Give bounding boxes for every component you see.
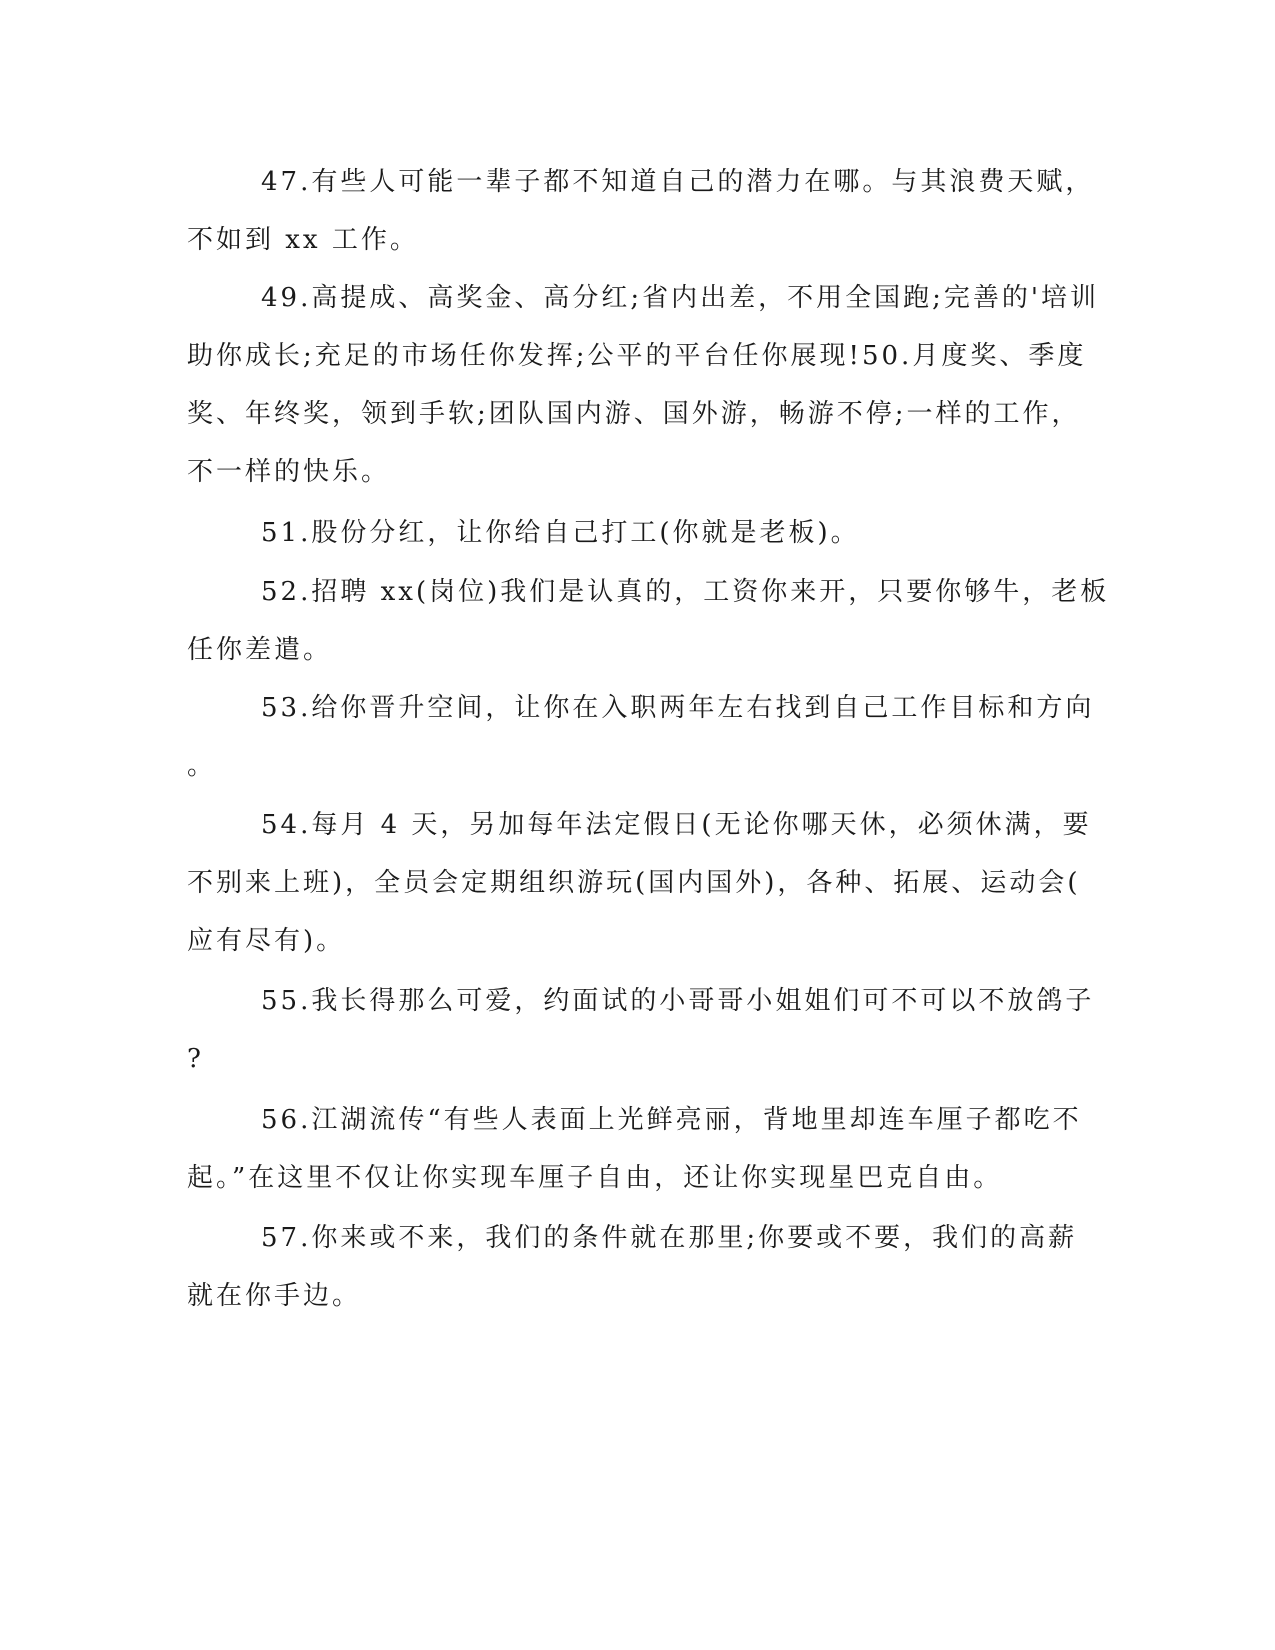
paragraph-line: 49.高提成、高奖金、高分红;省内出差，不用全国跑;完善的'培训 [261, 283, 1100, 313]
paragraph-line: 奖、年终奖，领到手软;团队国内游、国外游，畅游不停;一样的工作， [187, 399, 1081, 429]
paragraph-line: 。 [187, 751, 217, 781]
paragraph-line: 51.股份分红，让你给自己打工(你就是老板)。 [261, 518, 860, 548]
paragraph-line: 不一样的快乐。 [187, 457, 391, 487]
paragraph-line: 57.你来或不来，我们的条件就在那里;你要或不要，我们的高薪 [261, 1223, 1078, 1253]
paragraph-line: 就在你手边。 [187, 1281, 362, 1311]
paragraph-line: 任你差遣。 [187, 635, 333, 665]
paragraph-line: ? [187, 1044, 204, 1074]
paragraph-line: 不别来上班)，全员会定期组织游玩(国内国外)，各种、拓展、运动会( [187, 868, 1081, 898]
paragraph-line: 起。”在这里不仅让你实现车厘子自由，还让你实现星巴克自由。 [187, 1163, 1003, 1193]
paragraph-line: 52.招聘 xx(岗位)我们是认真的，工资你来开，只要你够牛，老板 [261, 577, 1110, 607]
paragraph-line: 助你成长;充足的市场任你发挥;公平的平台任你展现!50.月度奖、季度 [187, 341, 1087, 371]
paragraph-line: 55.我长得那么可爱，约面试的小哥哥小姐姐们可不可以不放鸽子 [261, 986, 1095, 1016]
paragraph-line: 47.有些人可能一辈子都不知道自己的潜力在哪。与其浪费天赋， [261, 167, 1095, 197]
paragraph-line: 应有尽有)。 [187, 926, 346, 956]
paragraph-line: 56.江湖流传“有些人表面上光鲜亮丽，背地里却连车厘子都吃不 [261, 1105, 1082, 1135]
paragraph-line: 不如到 xx 工作。 [187, 225, 419, 255]
paragraph-line: 54.每月 4 天，另加每年法定假日(无论你哪天休，必须休满，要 [261, 810, 1092, 840]
paragraph-line: 53.给你晋升空间，让你在入职两年左右找到自己工作目标和方向 [261, 693, 1095, 723]
